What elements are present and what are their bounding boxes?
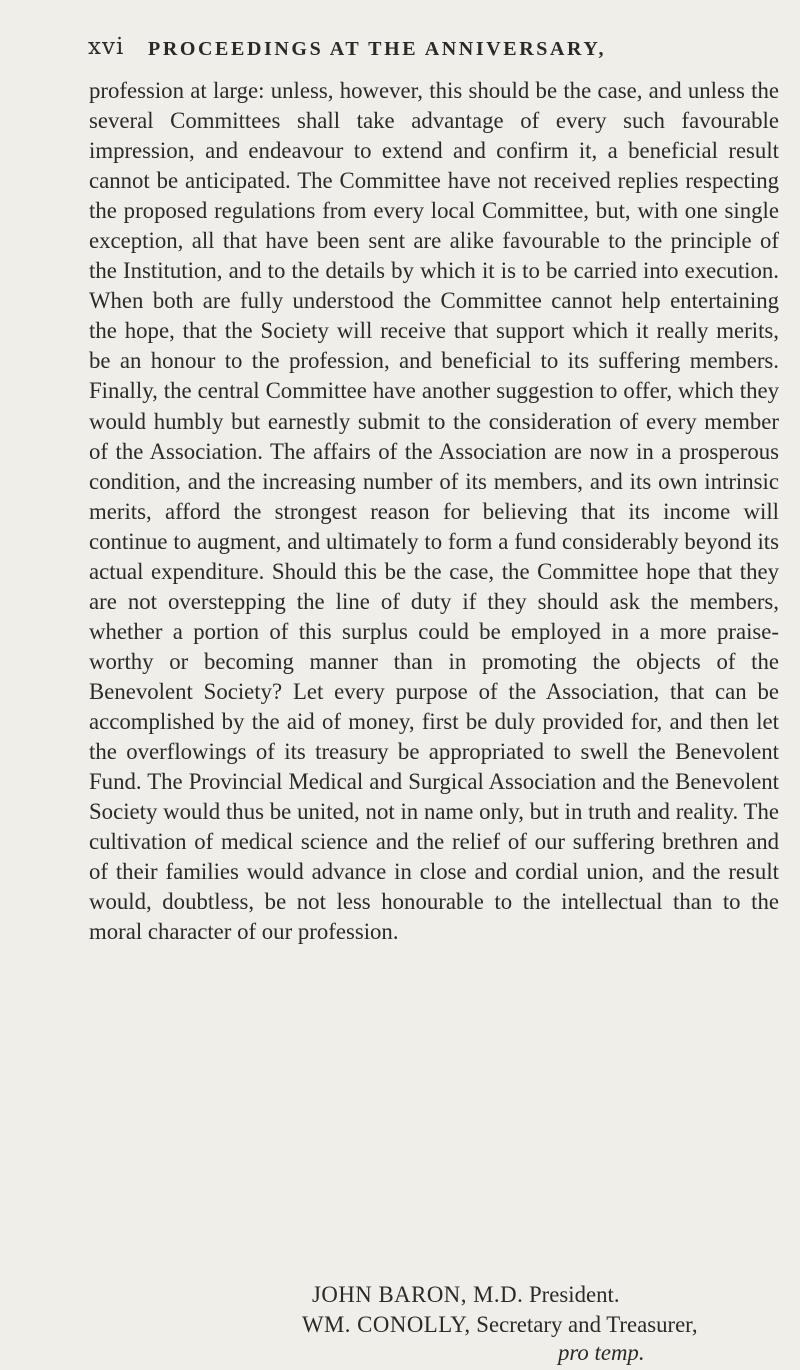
signature-president [312,1282,620,1308]
president-title: President. [529,1282,620,1307]
secretary-name: WM. CONOLLY, [302,1312,471,1337]
signature-secretary [302,1312,698,1338]
body-paragraph: profession at large: unless, however, this should be the case, and unless the several Committees shall take advantage of every such favourable impression, and endeavour to extend and confirm it, a beneficial result cannot be anticipated. The Committee have not received replies respecting the proposed regulations from every local Committee, but, with one single exception, all that have been sent are alike favourable to the principle of the Institution, and to the details by which it is to be carried into execution. When both are fully understood the Committee cannot help entertaining the hope, that the Society will receive that support which it really merits, be an honour to the profession, and beneficial to its suffering members. Finally, the central Committee have another suggestion to offer, which they would humbly but earnestly submit to the consideration of every member of the Association. The affairs of the Association are now in a prosperous condition, and the increasing number of its members, and its own intrinsic merits, afford the strongest reason for believing that its income will continue to augment, and ultimately to form a fund considerably beyond its actual expenditure. Should this be the case, the Committee hope that they are not overstepping the line of duty if they should ask the members, whether a portion of this surplus could be employed in a more praise-worthy or becoming manner than in promoting the objects of the Benevolent Society? Let every purpose of the Association, that can be accomplished by the aid of money, first be duly provided for, and then let the overflowings of its treasury be appropriated to swell the Benevolent Fund. The Provincial Medical and Surgical Association and the Benevolent Society would thus be united, not in name only, but in truth and reality. The cultivation of medical science and the relief of our suffering brethren and of their families would advance in close and cordial union, and the result would, doubtless, be not less honourable to the intellectual than to the moral character of our profession. [89,78,779,945]
pro-tem-note: pro temp. [558,1340,645,1365]
secretary-title: Secretary and Treasurer, [476,1312,698,1337]
running-title: PROCEEDINGS AT THE ANNIVERSARY, [148,38,607,60]
running-head [88,28,778,68]
president-name: JOHN BARON, M.D. [312,1282,524,1307]
page-number: xvi [88,34,125,60]
